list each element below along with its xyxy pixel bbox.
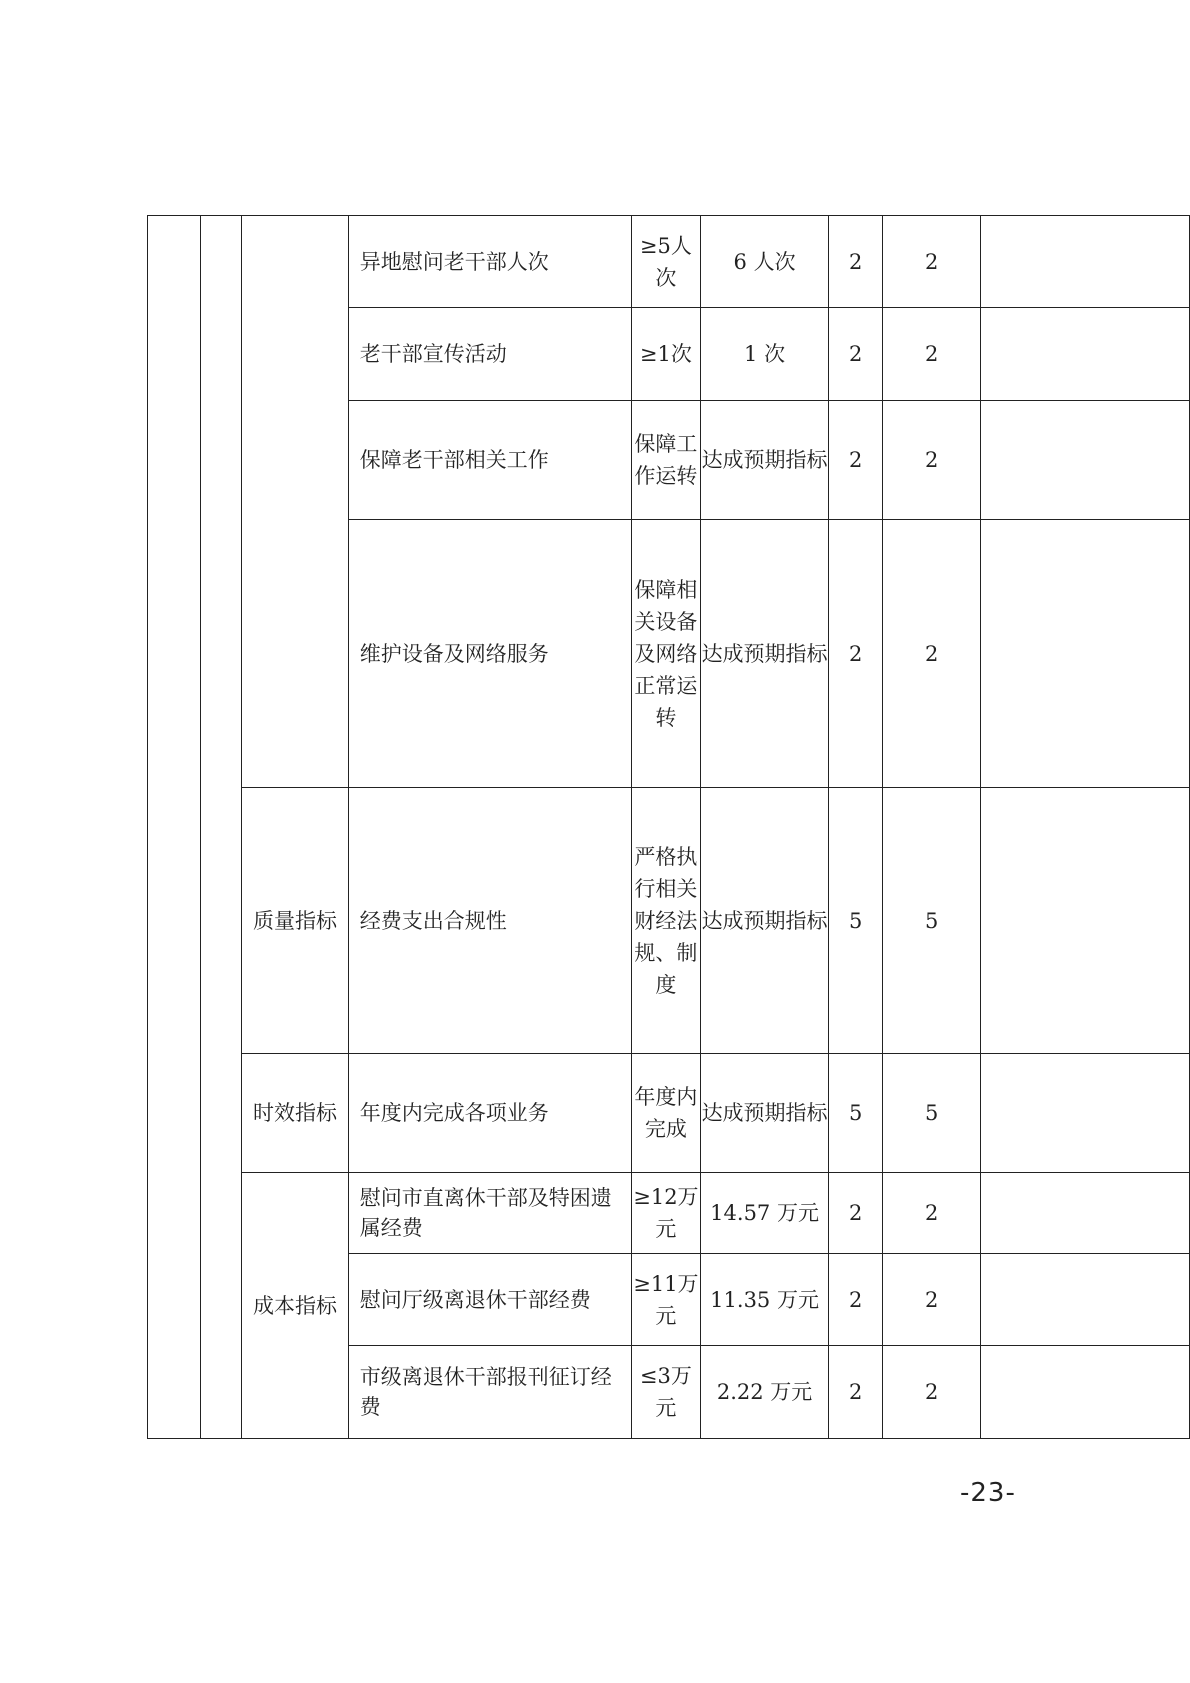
table-row [148, 1054, 1190, 1173]
page-number: -23- [960, 1478, 1016, 1508]
indicator-weight: 2 [829, 216, 883, 308]
indicator-target: ≥5人次 [631, 216, 700, 308]
indicator-remark [981, 1254, 1190, 1346]
indicator-score: 2 [883, 1254, 981, 1346]
quality-category-cell: 质量指标 [242, 788, 348, 1054]
indicator-target: ≥11万元 [631, 1254, 700, 1346]
timeliness-category-cell: 时效指标 [242, 1054, 348, 1173]
indicator-remark [981, 1346, 1190, 1439]
indicator-weight: 2 [829, 401, 883, 520]
indicator-actual: 1 次 [700, 308, 829, 401]
indicator-target: ≤3万元 [631, 1346, 700, 1439]
indicator-weight: 5 [829, 1054, 883, 1173]
indicator-score: 2 [883, 216, 981, 308]
performance-indicator-table [147, 215, 1190, 1439]
indicator-weight: 2 [829, 308, 883, 401]
indicator-weight: 5 [829, 788, 883, 1054]
table-row [148, 788, 1190, 1054]
indicator-weight: 2 [829, 520, 883, 788]
indicator-actual: 达成预期指标 [700, 401, 829, 520]
indicator-target: 严格执行相关财经法规、制度 [631, 788, 700, 1054]
indicator-remark [981, 401, 1190, 520]
indicator-score: 5 [883, 788, 981, 1054]
first-level-indicator-cell [148, 216, 201, 1439]
indicator-actual: 2.22 万元 [700, 1346, 829, 1439]
indicator-name: 慰问市直离休干部及特困遗属经费 [348, 1173, 631, 1254]
indicator-target: ≥12万元 [631, 1173, 700, 1254]
indicator-score: 2 [883, 1346, 981, 1439]
indicator-score: 2 [883, 401, 981, 520]
indicator-remark [981, 520, 1190, 788]
indicator-remark [981, 1054, 1190, 1173]
indicator-score: 5 [883, 1054, 981, 1173]
indicator-weight: 2 [829, 1173, 883, 1254]
indicator-name: 经费支出合规性 [348, 788, 631, 1054]
indicator-name: 慰问厅级离退休干部经费 [348, 1254, 631, 1346]
indicator-weight: 2 [829, 1346, 883, 1439]
table-row [148, 216, 1190, 308]
table-row [148, 1173, 1190, 1254]
indicator-remark [981, 308, 1190, 401]
indicator-name: 异地慰问老干部人次 [348, 216, 631, 308]
indicator-name: 保障老干部相关工作 [348, 401, 631, 520]
indicator-actual: 11.35 万元 [700, 1254, 829, 1346]
second-level-indicator-cell [200, 216, 242, 1439]
indicator-name: 老干部宣传活动 [348, 308, 631, 401]
indicator-name: 市级离退休干部报刊征订经费 [348, 1346, 631, 1439]
indicator-actual: 达成预期指标 [700, 1054, 829, 1173]
indicator-remark [981, 216, 1190, 308]
indicator-score: 2 [883, 308, 981, 401]
cost-category-cell: 成本指标 [242, 1173, 348, 1439]
indicator-name: 年度内完成各项业务 [348, 1054, 631, 1173]
indicator-actual: 达成预期指标 [700, 788, 829, 1054]
indicator-name: 维护设备及网络服务 [348, 520, 631, 788]
indicator-score: 2 [883, 520, 981, 788]
indicator-target: 年度内完成 [631, 1054, 700, 1173]
indicator-actual: 6 人次 [700, 216, 829, 308]
indicator-actual: 达成预期指标 [700, 520, 829, 788]
indicator-remark [981, 1173, 1190, 1254]
indicator-weight: 2 [829, 1254, 883, 1346]
indicator-actual: 14.57 万元 [700, 1173, 829, 1254]
indicator-remark [981, 788, 1190, 1054]
quantity-category-cell [242, 216, 348, 788]
indicator-score: 2 [883, 1173, 981, 1254]
indicator-target: 保障相关设备及网络正常运转 [631, 520, 700, 788]
indicator-target: 保障工作运转 [631, 401, 700, 520]
indicator-target: ≥1次 [631, 308, 700, 401]
